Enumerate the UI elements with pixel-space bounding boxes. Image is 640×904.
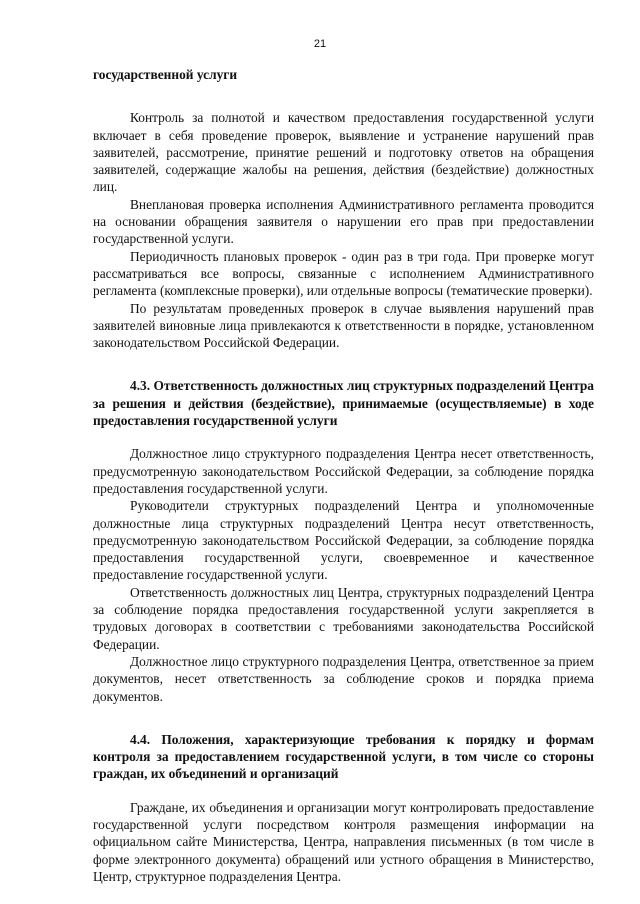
paragraph: Руководители структурных подразделений Центра и уполномоченные должностные лица структурных подразделений Центра несут ответственность, предусмотренную законодательством Российской Федерации, за соблюдение порядка предоставления государственной услуги, своевременное и качественное предоставление государственной услуги.: [93, 498, 594, 583]
section-heading-4-3: 4.3. Ответственность должностных лиц структурных подразделений Центра за решения и действия (бездействие), принимаемые (осуществляемые) в ходе предоставления государственной услуги: [93, 378, 594, 429]
paragraph: Контроль за полнотой и качеством предоставления государственной услуги включает в себя проведение проверок, выявление и устранение нарушений прав заявителей, рассмотрение, принятие решений и подготовку ответов на обращения заявителей, содержащие жалобы на решения, действия (бездействие) должностных лиц.: [93, 110, 594, 195]
page-content: [93, 66, 594, 885]
carryover-heading: государственной услуги: [93, 67, 238, 82]
paragraph: Периодичность плановых проверок - один раз в три года. При проверке могут рассматриваться все вопросы, связанные с исполнением Административного регламента (комплексные проверки), или отдельные вопросы (тематические проверки).: [93, 248, 594, 299]
section-4-2-body: [93, 109, 594, 351]
paragraph: Граждане, их объединения и организации могут контролировать предоставление государственной услуги посредством контроля размещения информации на официальном сайте Министерства, Центра, направления письменных (в том числе в форме электронного документа) обращений или устного обращения в Министерство, Центр, структурное подразделения Центра.: [93, 799, 594, 884]
paragraph: По результатам проведенных проверок в случае выявления нарушений прав заявителей виновные лица привлекаются к ответственности в порядке, установленном законодательством Российской Федерации.: [93, 300, 594, 351]
section-heading-4-4: 4.4. Положения, характеризующие требования к порядку и формам контроля за предоставлением государственной услуги, в том числе со стороны граждан, их объединений и организаций: [93, 731, 594, 782]
paragraph: Должностное лицо структурного подразделения Центра, ответственное за прием документов, несет ответственность за соблюдение сроков и порядка приема документов.: [93, 653, 594, 704]
paragraph: Должностное лицо структурного подразделения Центра несет ответственность, предусмотренную законодательством Российской Федерации, за соблюдение порядка предоставления государственной услуги.: [93, 446, 594, 496]
section-4-4-body: [93, 799, 594, 885]
paragraph: Ответственность должностных лиц Центра, структурных подразделений Центра за соблюдение порядка предоставления государственной услуги закрепляется в трудовых договорах в соответствии с требованиями законодательства Российской Федерации.: [93, 584, 594, 652]
section-4-3-body: [93, 445, 594, 704]
page-number: 21: [313, 38, 327, 50]
paragraph: Внеплановая проверка исполнения Административного регламента проводится на основании обращения заявителя о нарушении его прав при предоставлении государственной услуги.: [93, 196, 594, 247]
